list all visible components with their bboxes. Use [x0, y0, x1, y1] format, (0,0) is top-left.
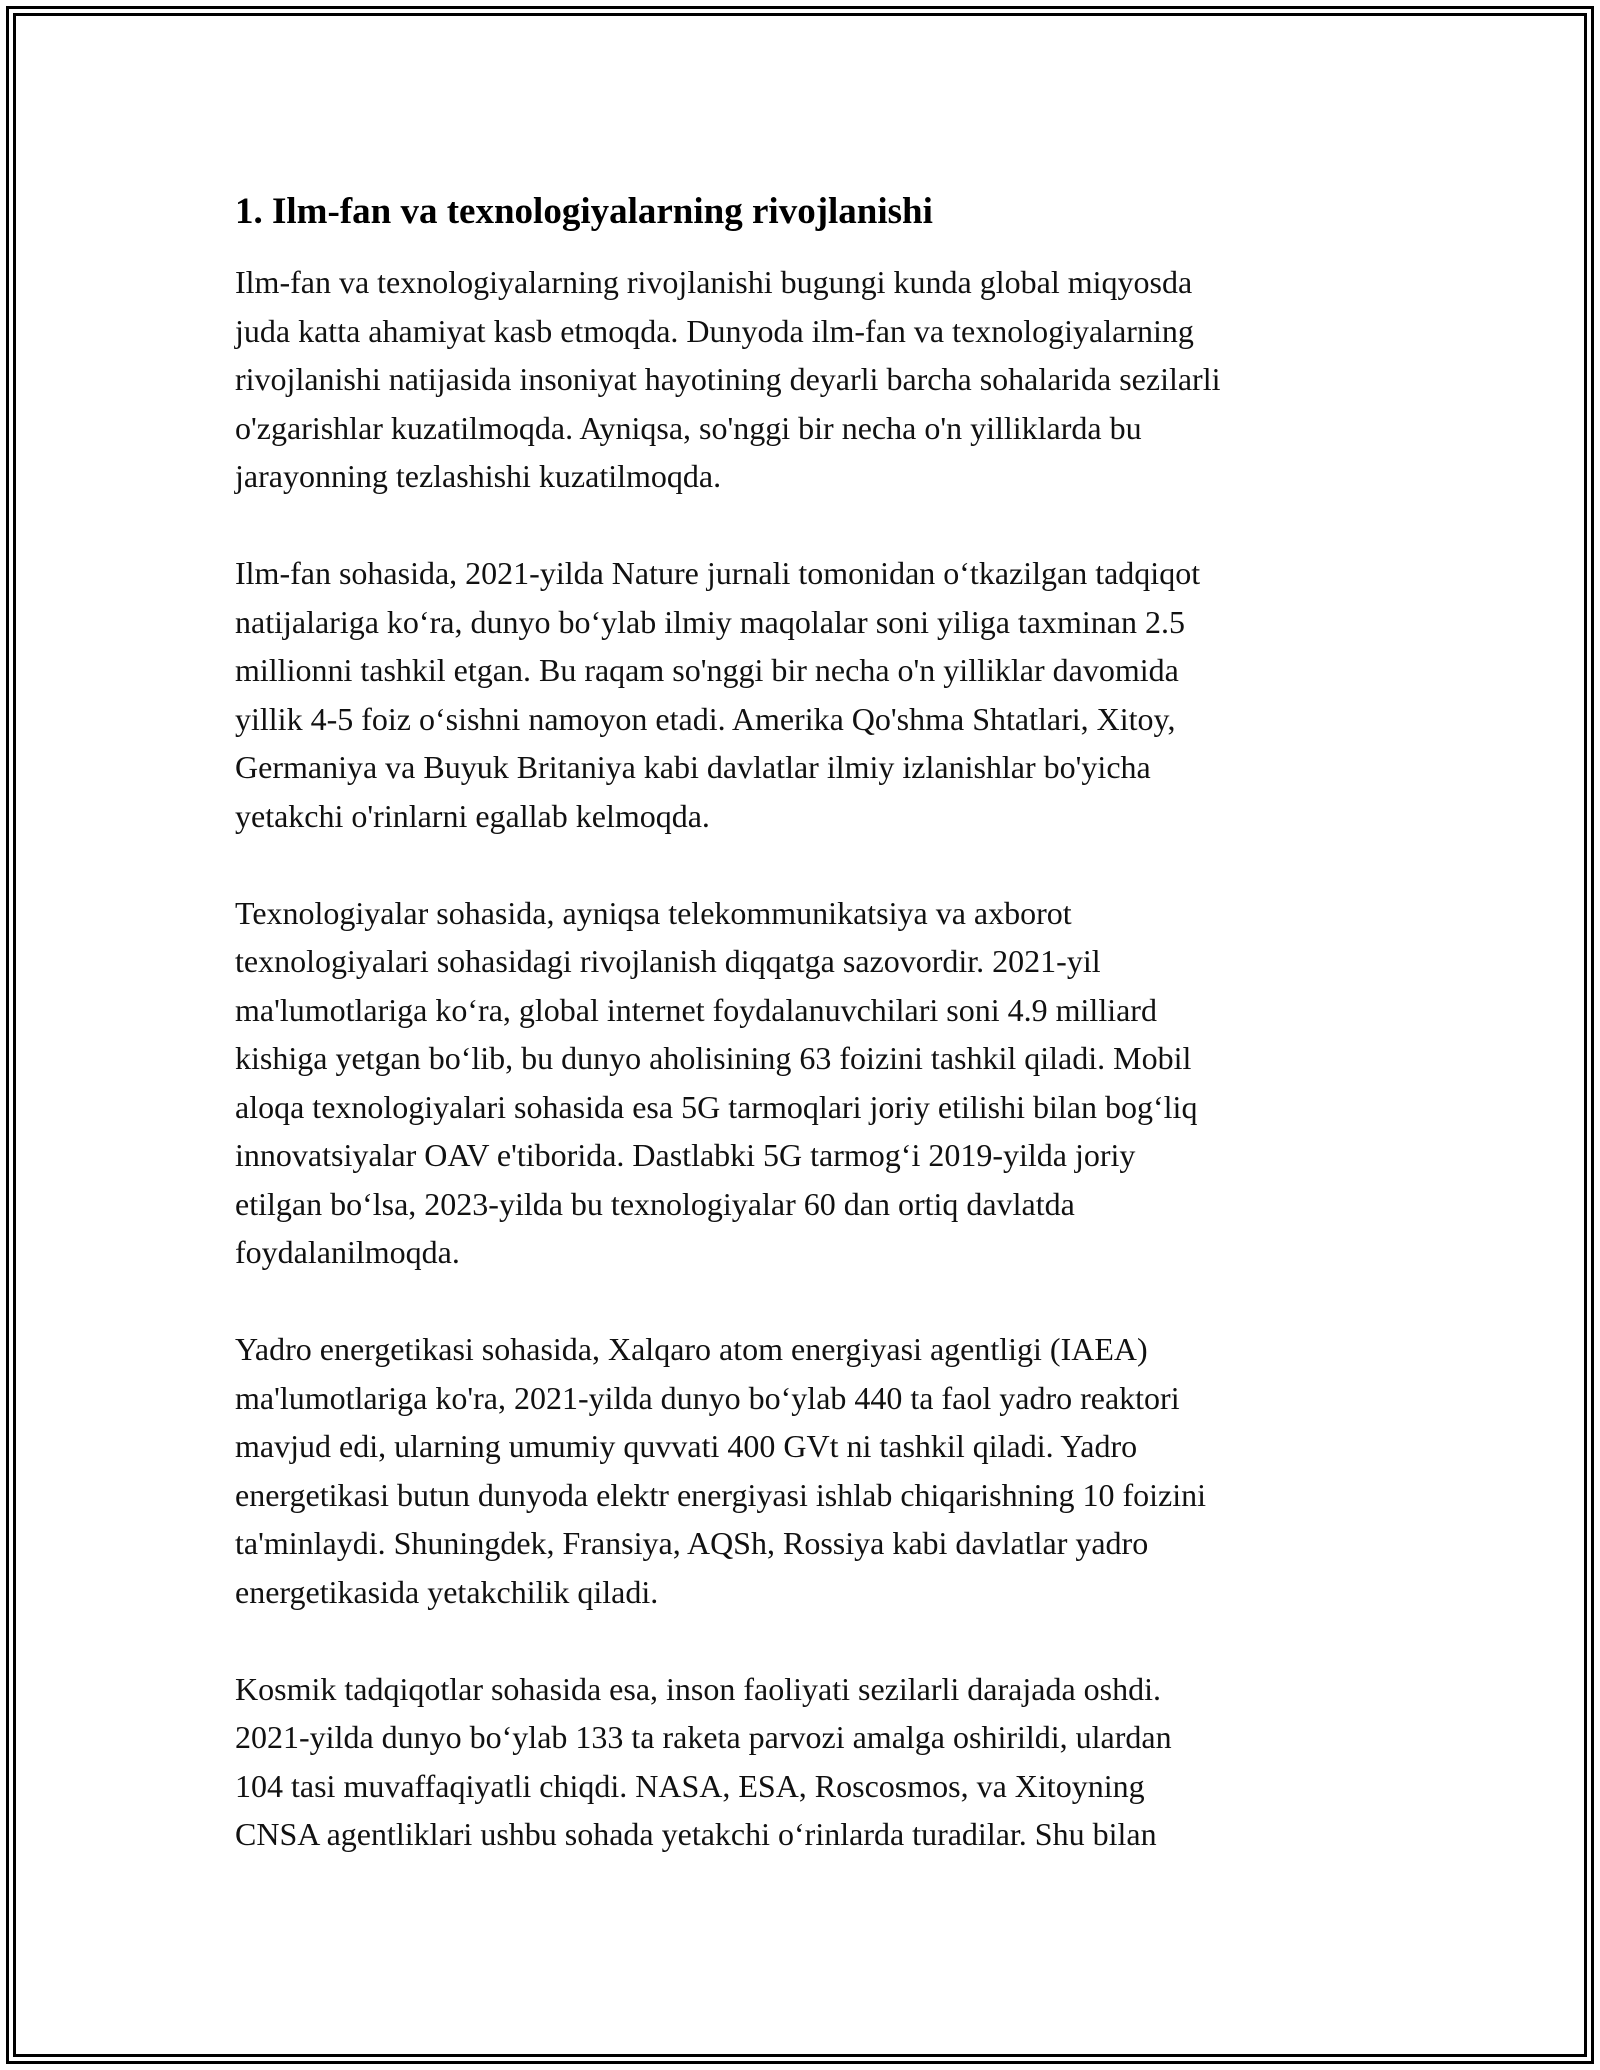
paragraph-line: energetikasi butun dunyoda elektr energiyasi ishlab chiqarishning 10 foizini [235, 1476, 1207, 1513]
paragraph-line: ta'minlaydi. Shuningdek, Fransiya, AQSh, Rossiya kabi davlatlar yadro [235, 1525, 1149, 1561]
paragraph-line: aloqa texnologiyalari sohasida esa 5G tarmoqlari joriy etilishi bilan bog‘liq [235, 1088, 1198, 1125]
paragraph-nuclear [235, 1325, 1365, 1616]
paragraph-line: Kosmik tadqiqotlar sohasida esa, inson faoliyati sezilarli darajada oshdi. [235, 1670, 1161, 1707]
paragraph-line: 104 tasi muvaffaqiyatli chiqdi. NASA, ESA, Roscosmos, va Xitoyning [235, 1767, 1145, 1804]
paragraph-line: texnologiyalari sohasidagi rivojlanish diqqatga sazovordir. 2021-yil [235, 943, 1101, 979]
paragraph-line: Ilm-fan va texnologiyalarning rivojlanishi bugungi kunda global miqyosda [235, 264, 1193, 300]
paragraph-line: Texnologiyalar sohasida, ayniqsa telekommunikatsiya va axborot [235, 894, 1072, 931]
paragraph-space [235, 1665, 1365, 1859]
paragraph-line: Yadro energetikasi sohasida, Xalqaro atom energiyasi agentligi (IAEA) [235, 1331, 1148, 1367]
paragraph-line: mavjud edi, ularning umumiy quvvati 400 GVt ni tashkil qiladi. Yadro [235, 1428, 1138, 1464]
paragraph-line: ma'lumotlariga ko‘ra, global internet foydalanuvchilari soni 4.9 milliard [235, 991, 1157, 1028]
paragraph-line: ma'lumotlariga ko'ra, 2021-yilda dunyo bo‘ylab 440 ta faol yadro reaktori [235, 1379, 1180, 1416]
paragraph-line: innovatsiyalar OAV e'tiborida. Dastlabki 5G tarmog‘i 2019-yilda joriy [235, 1137, 1136, 1173]
paragraph-technology [235, 889, 1365, 1277]
paragraph-line: yetakchi o'rinlarni egallab kelmoqda. [235, 797, 710, 834]
paragraph-line: energetikasida yetakchilik qiladi. [235, 1573, 659, 1610]
paragraph-line: Ilm-fan sohasida, 2021-yilda Nature jurnali tomonidan o‘tkazilgan tadqiqot [235, 555, 1201, 591]
paragraph-line: millionni tashkil etgan. Bu raqam so'nggi bir necha o'n yilliklar davomida [235, 652, 1179, 688]
paragraph-line: etilgan bo‘lsa, 2023-yilda bu texnologiyalar 60 dan ortiq davlatda [235, 1185, 1075, 1222]
paragraph-line: natijalariga ko‘ra, dunyo bo‘ylab ilmiy maqolalar soni yiliga taxminan 2.5 [235, 603, 1185, 640]
paragraph-science [235, 549, 1365, 840]
paragraph-line: yillik 4-5 foiz o‘sishni namoyon etadi. Amerika Qo'shma Shtatlari, Xitoy, [235, 700, 1176, 737]
paragraph-intro [235, 258, 1365, 501]
paragraph-line: rivojlanishi natijasida insoniyat hayotining deyarli barcha sohalarida sezilarli [235, 361, 1221, 397]
paragraph-line: jarayonning tezlashishi kuzatilmoqda. [235, 458, 722, 494]
paragraph-line: 2021-yilda dunyo bo‘ylab 133 ta raketa parvozi amalga oshirildi, ulardan [235, 1719, 1172, 1755]
paragraph-line: foydalanilmoqda. [235, 1234, 460, 1270]
section-heading: 1. Ilm-fan va texnologiyalarning rivojlanishi [235, 191, 933, 232]
paragraph-line: juda katta ahamiyat kasb etmoqda. Dunyoda ilm-fan va texnologiyalarning [235, 312, 1194, 349]
document-body [235, 186, 1365, 1907]
paragraph-line: kishiga yetgan bo‘lib, bu dunyo aholisining 63 foizini tashkil qiladi. Mobil [235, 1040, 1192, 1076]
paragraph-line: Germaniya va Buyuk Britaniya kabi davlatlar ilmiy izlanishlar bo'yicha [235, 749, 1151, 785]
paragraph-line: CNSA agentliklari ushbu sohada yetakchi o‘rinlarda turadilar. Shu bilan [235, 1816, 1157, 1852]
paragraph-line: o'zgarishlar kuzatilmoqda. Ayniqsa, so'nggi bir necha o'n yilliklarda bu [235, 409, 1142, 446]
